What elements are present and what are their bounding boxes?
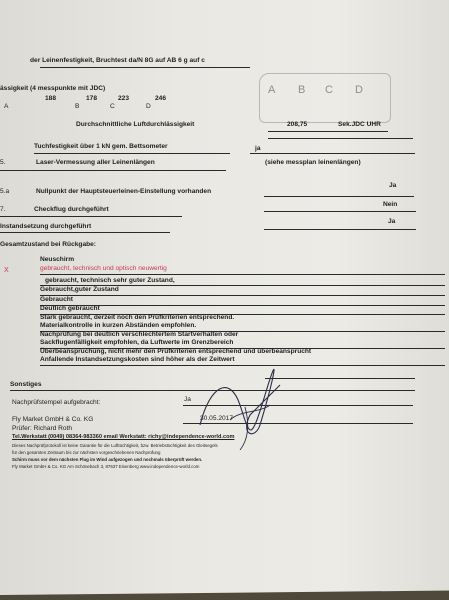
rule bbox=[40, 67, 250, 68]
point-d: D bbox=[146, 103, 151, 110]
avg-permeability-unit: Sek.JDC UHR bbox=[338, 121, 381, 128]
condition-11: Überbeanspruchung, nicht mehr den Prüfkriterien entsprechend und überbeansprucht bbox=[40, 348, 312, 355]
sonstiges-label: Sonstiges bbox=[10, 381, 42, 388]
porosity-value-a: 188 bbox=[45, 95, 57, 102]
box-letter-d: D bbox=[355, 84, 363, 96]
zero-point-value: Ja bbox=[389, 182, 397, 189]
fabric-strength-value: ja bbox=[255, 145, 261, 152]
condition-4: Gebraucht,guter Zustand bbox=[40, 286, 119, 293]
disclaimer-line-3: Schirm muss vor dem nächsten Flug im Wind aufgezogen und nochmals überprüft werden. bbox=[12, 457, 203, 462]
checkflight-number: 7. bbox=[0, 206, 6, 213]
overall-label: Gesamtzustand bei Rückgabe: bbox=[0, 241, 96, 248]
measurement-points-box bbox=[259, 73, 391, 123]
rule bbox=[0, 216, 182, 217]
signature-date: 30.05.2017 bbox=[200, 415, 234, 422]
laser-label: Laser-Vermessung aller Leinenlängen bbox=[36, 159, 155, 166]
selected-mark: X bbox=[4, 267, 9, 274]
condition-1: Neuschirm bbox=[40, 256, 75, 263]
zero-point-number: 5.a bbox=[0, 188, 10, 195]
condition-12: Anfallende Instandsetzungskosten sind höher als der Zeitwert bbox=[40, 356, 235, 363]
company-name: Fly Market GmbH & Co. KG bbox=[12, 416, 94, 423]
condition-6: Deutlich gebraucht bbox=[40, 305, 100, 312]
rule bbox=[250, 153, 415, 154]
box-letter-c: C bbox=[325, 84, 333, 96]
laser-number: 5. bbox=[0, 159, 6, 166]
condition-10: Sackflugenfälligkeit empfohlen, da Luftwerte im Grenzbereich bbox=[40, 339, 234, 346]
porosity-label: ässigkeit (4 messpunkte mit JDC) bbox=[0, 85, 106, 92]
porosity-value-c: 223 bbox=[118, 95, 130, 102]
condition-3: gebraucht, technisch sehr guter Zustand, bbox=[45, 277, 175, 284]
rule bbox=[264, 229, 416, 230]
box-letter-b: B bbox=[298, 84, 306, 96]
point-a: A bbox=[4, 103, 9, 110]
condition-7: Stark gebraucht, derzeit noch den Prüfkriterien entsprechend. bbox=[40, 314, 235, 321]
point-c: C bbox=[110, 103, 115, 110]
checkflight-value: Nein bbox=[383, 201, 398, 208]
porosity-value-d: 246 bbox=[155, 95, 167, 102]
point-b: B bbox=[75, 103, 80, 110]
rule bbox=[0, 170, 226, 171]
rule bbox=[268, 131, 388, 132]
checkflight-label: Checkflug durchgeführt bbox=[34, 206, 109, 213]
porosity-value-b: 178 bbox=[86, 95, 98, 102]
rule bbox=[264, 211, 416, 212]
avg-permeability-label: Durchschnittliche Luftdurchlässigkeit bbox=[76, 121, 195, 128]
disclaimer-line-1: Dieses Nachprüfprotokoll ist keine Garantie für die Lufttüchtigkeit, bzw. Betriebstüchtigkeit des Gleitsegels bbox=[12, 443, 218, 448]
rule bbox=[268, 138, 413, 139]
rule bbox=[40, 295, 445, 296]
stamp-label: Nachprüfstempel aufgebracht: bbox=[12, 399, 101, 406]
condition-2: gebraucht, technisch und optisch neuwertig bbox=[40, 265, 167, 272]
rule bbox=[40, 305, 445, 306]
repair-label: Instandsetzung durchgeführt bbox=[0, 223, 92, 230]
rule bbox=[34, 153, 230, 154]
fabric-strength-label: Tuchfestigkeit über 1 kN gem. Bettsometer bbox=[34, 143, 168, 150]
rule bbox=[40, 274, 445, 275]
repair-value: Ja bbox=[388, 218, 396, 225]
stamp-value: Ja bbox=[184, 396, 191, 403]
disclaimer-line-4: Fly Market GmbH & Co. KG Am Schönebach 3, 87637 Eisenberg www.independence-world.com bbox=[12, 464, 200, 469]
condition-9: Nachprüfung bei deutlich verschlechtertem Startverhalten oder bbox=[40, 331, 239, 338]
inspector-signature bbox=[170, 365, 300, 455]
condition-5: Gebraucht bbox=[40, 296, 73, 303]
rule bbox=[264, 196, 414, 197]
zero-point-label: Nullpunkt der Hauptsteuerleinen-Einstellung vorhanden bbox=[36, 188, 212, 195]
disclaimer-line-2: für den gesamten Zeitraum bis zur nächsten vorgeschriebenen Nachprüfung bbox=[12, 450, 161, 455]
workshop-contact: Tel.Werkstatt (0049) 08364-983360 email Werkstatt: richy@independence-world.com bbox=[12, 434, 235, 440]
avg-permeability-value: 208,75 bbox=[287, 121, 308, 128]
line-strength-heading: der Leinenfestigkeit, Bruchtest da/N 8G auf AB 6 g auf c bbox=[30, 57, 205, 64]
box-letter-a: A bbox=[268, 84, 276, 96]
condition-8: Materialkontrolle in kurzen Abständen empfohlen. bbox=[40, 322, 197, 329]
laser-note: (siehe messplan leinenlängen) bbox=[265, 159, 361, 166]
inspector-name: Prüfer: Richard Roth bbox=[12, 425, 73, 432]
rule bbox=[0, 232, 170, 233]
